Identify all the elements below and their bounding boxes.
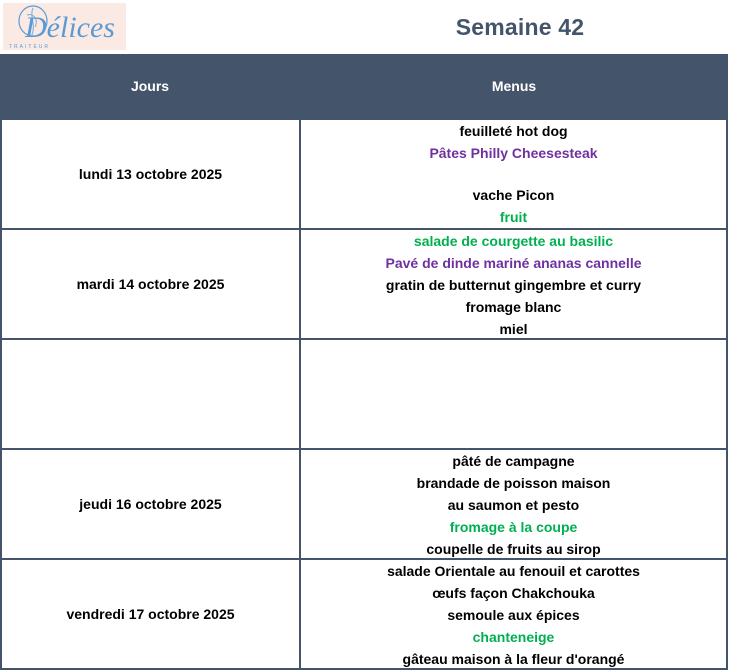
menu-item: Pavé de dinde mariné ananas cannelle xyxy=(385,255,642,271)
day-row xyxy=(0,338,728,448)
menu-item: brandade de poisson maison xyxy=(416,475,611,491)
logo-subtext: TRAITEUR xyxy=(9,44,50,50)
day-label: lundi 13 octobre 2025 xyxy=(0,120,301,228)
menu-item: feuilleté hot dog xyxy=(459,123,568,139)
menu-item: au saumon et pesto xyxy=(447,497,580,513)
day-row xyxy=(0,118,728,228)
menu-item: salade de courgette au basilic xyxy=(413,233,614,249)
menu-item: gratin de butternut gingembre et curry xyxy=(385,277,642,293)
menu-item: coupelle de fruits au sirop xyxy=(426,541,601,557)
header-days: Jours xyxy=(130,78,170,94)
day-row xyxy=(0,448,728,558)
menu-list xyxy=(301,450,728,558)
menu-item: gâteau maison à la fleur d'orangé xyxy=(402,651,625,667)
menu-list xyxy=(301,120,728,228)
day-rows xyxy=(0,118,728,670)
menu-item: Pâtes Philly Cheesesteak xyxy=(429,145,598,161)
brand-logo xyxy=(3,3,126,50)
menu-table xyxy=(0,54,728,670)
menu-item: fromage à la coupe xyxy=(449,519,578,535)
menu-item: œufs façon Chakchouka xyxy=(432,585,595,601)
menu-item: miel xyxy=(499,321,528,337)
logo-text: Délices xyxy=(25,11,115,44)
day-row xyxy=(0,228,728,338)
day-label xyxy=(0,340,301,448)
menu-item: semoule aux épices xyxy=(447,607,580,623)
menu-item: fruit xyxy=(499,209,528,225)
menu-list xyxy=(301,340,728,448)
menu-item: fromage blanc xyxy=(465,299,562,315)
menu-item: vache Picon xyxy=(472,187,555,203)
menu-item: chanteneige xyxy=(472,629,555,645)
day-label: vendredi 17 octobre 2025 xyxy=(0,560,301,668)
day-label: mardi 14 octobre 2025 xyxy=(0,230,301,338)
menu-list xyxy=(301,560,728,668)
table-header-row xyxy=(0,54,728,118)
week-title: Semaine 42 xyxy=(455,14,585,40)
header-menus: Menus xyxy=(491,78,537,94)
day-row xyxy=(0,558,728,670)
menu-item: salade Orientale au fenouil et carottes xyxy=(387,563,640,579)
menu-item: pâté de campagne xyxy=(452,453,575,469)
day-label: jeudi 16 octobre 2025 xyxy=(0,450,301,558)
menu-list xyxy=(301,230,728,338)
